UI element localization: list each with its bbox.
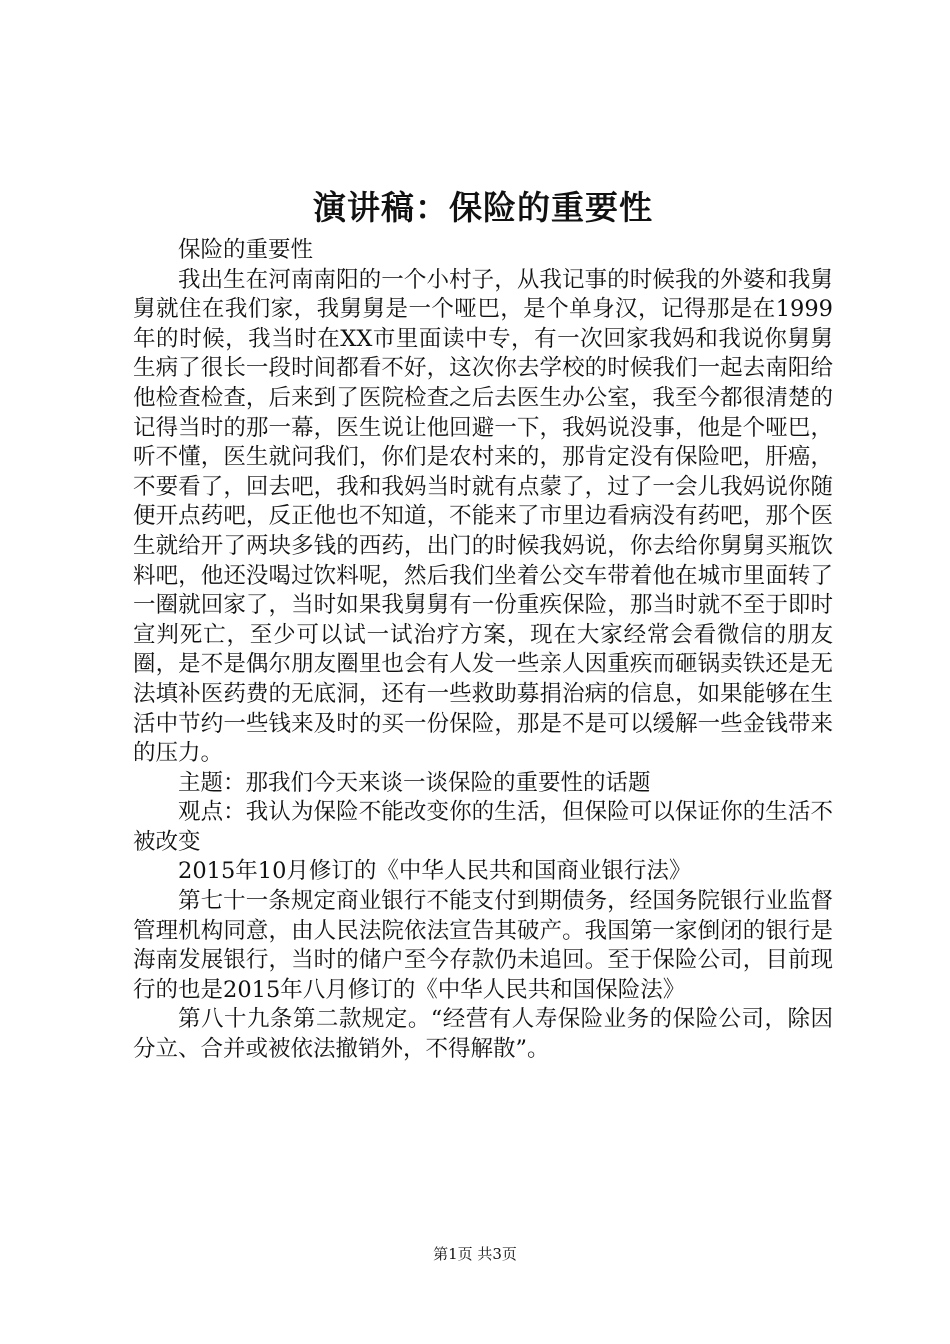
paragraph-bank-law-title: 2015年10月修订的《中华人民共和国商业银行法》 xyxy=(178,858,692,885)
paragraph-article-89: 第八十九条第二款规定。“经营有人寿保险业务的保险公司，除因分立、合并或被依法撤销外，不得解散”。 xyxy=(133,1006,833,1063)
page-number-footer: 第1页 共3页 xyxy=(433,1245,517,1263)
paragraph-subtitle: 保险的重要性 xyxy=(178,237,314,263)
paragraph-theme: 主题：那我们今天来谈一谈保险的重要性的话题 xyxy=(178,769,651,796)
document-title: 演讲稿：保险的重要性 xyxy=(313,188,653,227)
paragraph-article-71: 第七十一条规定商业银行不能支付到期债务，经国务院银行业监督管理机构同意，由人民法院依法宣告其破产。我国第一家倒闭的银行是海南发展银行，当时的储户至今存款仍未追回。至于保险公司，目前现行的也是2015年八月修订的《中华人民共和国保险法》 xyxy=(133,888,833,1003)
paragraph-story: 我出生在河南南阳的一个小村子，从我记事的时候我的外婆和我舅舅就住在我们家，我舅舅是一个哑巴，是个单身汉，记得那是在1999年的时候，我当时在XX市里面读中专，有一次回家我妈和我说你舅舅生病了很长一段时间都看不好，这次你去学校的时候我们一起去南阳给他检查检查，后来到了医院检查之后去医生办公室，我至今都很清楚的记得当时的那一幕，医生说让他回避一下，我妈说没事，他是个哑巴，听不懂，医生就问我们，你们是农村来的，那肯定没有保险吧，肝癌，不要看了，回去吧，我和我妈当时就有点蒙了，过了一会儿我妈说你随便开点药吧，反正他也不知道，不能来了市里边看病没有药吧，那个医生就给开了两块多钱的西药，出门的时候我妈说，你去给你舅舅买瓶饮料吧，他还没喝过饮料呢，然后我们坐着公交车带着他在城市里面转了一圈就回家了，当时如果我舅舅有一份重疾保险，那当时就不至于即时宣判死亡，至少可以试一试治疗方案，现在大家经常会看微信的朋友圈，是不是偶尔朋友圈里也会有人发一些亲人因重疾而砸锅卖铁还是无法填补医药费的无底洞，还有一些救助募捐治病的信息，如果能够在生活中节约一些钱来及时的买一份保险，那是不是可以缓解一些金钱带来的压力。 xyxy=(133,266,833,767)
paragraph-viewpoint: 观点：我认为保险不能改变你的生活，但保险可以保证你的生活不被改变 xyxy=(133,799,833,855)
document-body xyxy=(133,182,833,1065)
